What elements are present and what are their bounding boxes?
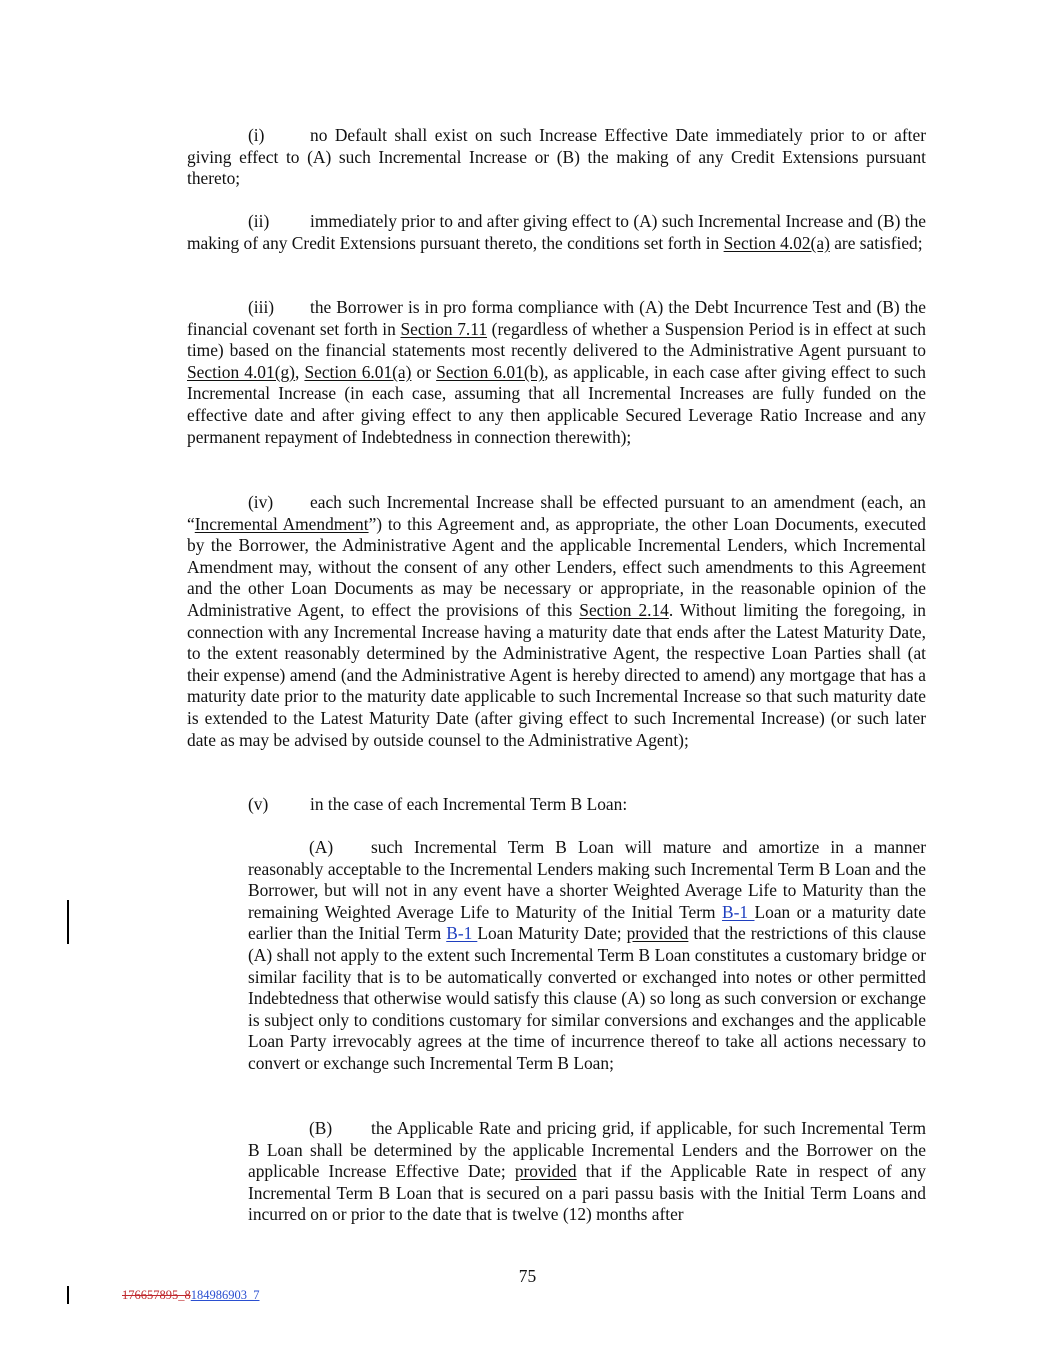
- clause-text: that if the Applicable Rate in respect of any Incremental Term B Loan that is secured on a pari passu basis with the Initial Term Loans and incurred on or prior to the date that is twelve (12) months after: [248, 1161, 926, 1225]
- clause-text: that the restrictions of this clause (A) shall not apply to the extent such Incremental Term B Loan constitutes a customary bridge or similar facility that is to be automatically converted or exchanged into notes or other permitted Indebtedness that otherwise would satisfy this clause (A) so long as such conversion or exchange is subject only to conditions customary for similar conversions and exchanges and the applicable Loan Party irrevocably agrees at the time of incurrence thereof to take all actions necessary to convert or exchange such Incremental Term B Loan;: [248, 923, 927, 1073]
- clause-text: Loan Maturity Date;: [477, 923, 627, 944]
- clause-ii: [187, 211, 926, 254]
- clause-text: , as applicable, in each case after giving effect to such Incremental Increase (in each case, assuming that all Incremental Increases are fully funded on the effective date and after giving effect to any then applicable Secured Leverage Ratio Increase and any permanent repayment of Indebtedness in connection therewith);: [187, 361, 926, 447]
- page-number: 75: [518, 1266, 537, 1286]
- clause-text: or: [411, 361, 437, 382]
- section-reference[interactable]: Section 4.01(g): [187, 361, 295, 382]
- change-bar: [67, 900, 69, 944]
- clause-i: [187, 125, 926, 190]
- section-reference[interactable]: Section 6.01(a): [304, 361, 412, 382]
- subclause-A: [248, 837, 926, 1075]
- inserted-text: B-1: [721, 901, 755, 922]
- defined-term: provided: [626, 923, 689, 944]
- change-bar: [67, 1286, 69, 1304]
- clause-text: such Incremental Term B Loan will mature and amortize in a manner reasonably acceptable to the Incremental Lenders making such Incremental Term B Loan and the Borrower, but will not in any event have a shorter Weighted Average Life to Maturity than the remaining Weighted Average Life to Maturity of the Initial Term: [248, 837, 926, 922]
- clause-text: immediately prior to and after giving effect to (A) such Incremental Increase and (B) the making of any Credit Extensions pursuant thereto, the conditions set forth in: [187, 211, 926, 253]
- clause-text: ”) to this Agreement and, as appropriate, the other Loan Documents, executed by the Borrower, the Administrative Agent and the applicable Incremental Lenders, which Incremental Amendment may, without the consent of any other Lenders, effect such amendments to this Agreement and the other Loan Documents as may be necessary or appropriate, in the reasonable opinion of the Administrative Agent, to effect the provisions of this: [187, 513, 926, 620]
- clause-number: (iv): [248, 492, 274, 512]
- defined-term: Incremental Amendment: [194, 513, 369, 534]
- section-reference[interactable]: Section 6.01(b): [436, 361, 545, 382]
- clause-number: (iii): [248, 297, 275, 317]
- section-reference[interactable]: Section 2.14: [579, 599, 669, 620]
- clause-text: . Without limiting the foregoing, in connection with any Incremental Increase having a maturity date that ends after the Latest Maturity Date, to the extent reasonably determined by the Administrative Agent, the respective Loan Parties shall (at their expense) amend (and the Administrative Agent is hereby directed to amend) any mortgage that has a maturity date prior to the maturity date applicable to such Incremental Increase so that such maturity date is extended to the Latest Maturity Date (after giving effect to such Incremental Increase) (or such later date as may be advised by outside counsel to the Administrative Agent);: [187, 599, 926, 750]
- clause-text: Loan or a maturity date earlier than the Initial Term: [248, 901, 926, 944]
- clause-text: in the case of each Incremental Term B Loan:: [310, 794, 628, 814]
- subclause-B: [248, 1118, 926, 1226]
- clause-text: are satisfied;: [829, 232, 923, 253]
- section-reference[interactable]: Section 4.02(a): [723, 232, 830, 253]
- clause-iii: [187, 297, 926, 448]
- clause-text: the Borrower is in pro forma compliance with (A) the Debt Incurrence Test and (B) the financial covenant set forth in: [187, 297, 926, 339]
- inserted-text: B-1: [446, 923, 478, 944]
- clause-text: each such Incremental Increase shall be effected pursuant to an amendment (each, an “: [187, 492, 926, 534]
- clause-number: (i): [248, 125, 265, 145]
- clause-iv: [187, 492, 926, 751]
- inserted-doc-id: 184986903_7: [190, 1288, 260, 1302]
- clause-number: (A): [309, 837, 334, 857]
- section-reference[interactable]: Section 7.11: [400, 318, 488, 339]
- clause-text: (regardless of whether a Suspension Period is in effect at such time) based on the financial statements most recently delivered to the Administrative Agent pursuant to: [187, 318, 926, 361]
- clause-number: (B): [309, 1118, 333, 1138]
- clause-number: (v): [248, 794, 269, 814]
- clause-text: no Default shall exist on such Increase Effective Date immediately prior to or after giving effect to (A) such Incremental Increase or (B) the making of any Credit Extensions pursuant thereto;: [187, 125, 926, 189]
- document-id: [122, 1288, 260, 1303]
- clause-text: ,: [294, 361, 305, 382]
- deleted-doc-id: 176657895_8: [122, 1288, 191, 1302]
- defined-term: provided: [514, 1161, 577, 1182]
- clause-text: the Applicable Rate and pricing grid, if applicable, for such Incremental Term B Loan shall be determined by the applicable Incremental Lenders and the Borrower on the applicable Increase Effective Date;: [248, 1118, 926, 1182]
- clause-v: [187, 794, 926, 816]
- clause-number: (ii): [248, 211, 270, 231]
